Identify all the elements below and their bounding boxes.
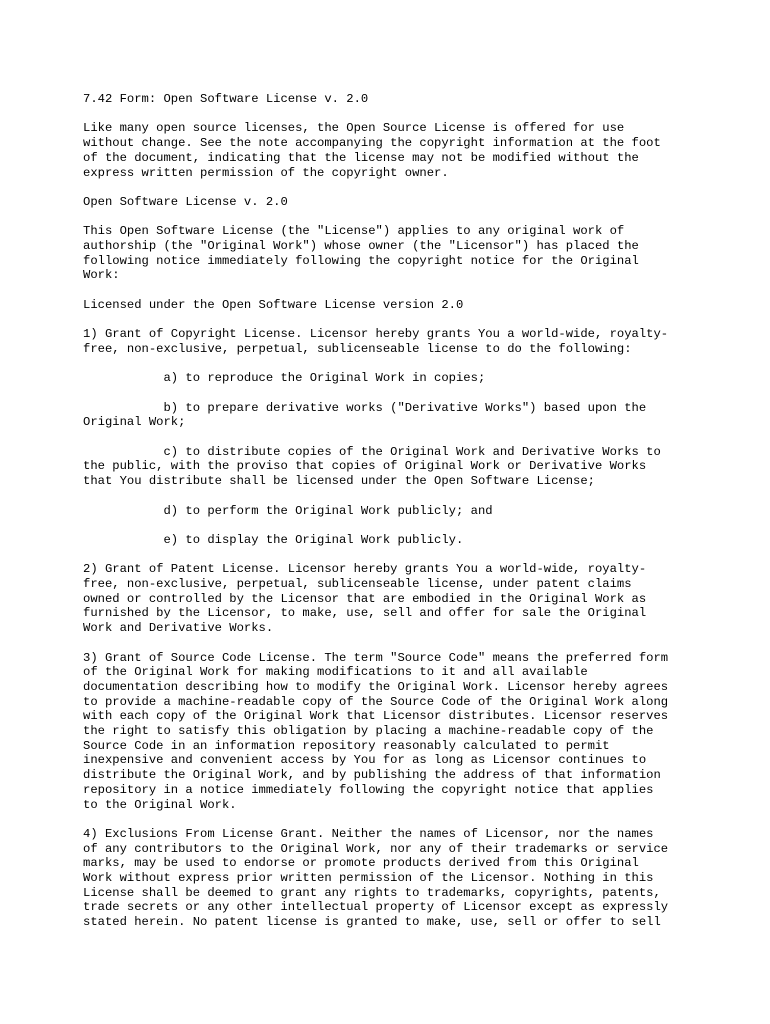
section-3-source-code-grant: 3) Grant of Source Code License. The term "Source Code" means the preferred form of the Original Work for making modifications to it and all available documentation describing how to modify the Original Work. Licensor hereby agrees to provide a machine-readable copy of the Source Code of the Original Work along with each copy of the Original Work that Licensor distributes. Licensor reserves the right to satisfy this obligation by placing a machine-readable copy of the Source Code in an information repository reasonably calculated to permit inexpensive and convenient access by You for as long as Licensor continues to distribute the Original Work, and by publishing the address of that information repository in a notice immediately following the copyright notice that applies to the Original Work.	[83, 650, 669, 812]
license-notice: Licensed under the Open Software License version 2.0	[83, 297, 464, 312]
section-1-item-d: d) to perform the Original Work publicly; and	[83, 503, 493, 518]
section-1-item-c: c) to distribute copies of the Original Work and Derivative Works to the public, with the proviso that copies of Original Work or Derivative Works that You distribute shall be licensed under the Open Software License;	[83, 444, 661, 489]
document-title: 7.42 Form: Open Software License v. 2.0	[83, 92, 369, 106]
applies-paragraph: This Open Software License (the "License") applies to any original work of authorship (the "Original Work") whose owner (the "Licensor") has placed the following notice immediately following the copyright notice for the Original Work:	[83, 224, 639, 283]
section-1-copyright-grant: 1) Grant of Copyright License. Licensor hereby grants You a world-wide, royalty- free, non-exclusive, perpetual, sublicenseable license to do the following:	[83, 327, 669, 356]
section-1-item-a: a) to reproduce the Original Work in copies;	[83, 371, 486, 386]
section-4-exclusions: 4) Exclusions From License Grant. Neither the names of Licensor, nor the names of any contributors to the Original Work, nor any of their trademarks or service marks, may be used to endorse or promote products derived from this Original Work without express prior written permission of the Licensor. Nothing in this License shall be deemed to grant any rights to trademarks, copyrights, patents, trade secrets or any other intellectual property of Licensor except as expressly stated herein. No patent license is granted to make, use, sell or offer to sell	[83, 826, 669, 930]
section-1-item-e: e) to display the Original Work publicly.	[83, 532, 464, 547]
intro-paragraph: Like many open source licenses, the Open Source License is offered for use without change. See the note accompanying the copyright information at the foot of the document, indicating that the license may not be modified without the express written permission of the copyright owner.	[83, 121, 661, 180]
section-1-item-b: b) to prepare derivative works ("Derivative Works") based upon the Original Work;	[83, 400, 647, 430]
license-heading: Open Software License v. 2.0	[83, 194, 288, 209]
document-body	[83, 92, 723, 945]
section-2-patent-grant: 2) Grant of Patent License. Licensor hereby grants You a world-wide, royalty- free, non-exclusive, perpetual, sublicenseable license, under patent claims owned or controlled by the Licensor that are embodied in the Original Work as furnished by the Licensor, to make, use, sell and offer for sale the Original Work and Derivative Works.	[83, 562, 647, 636]
